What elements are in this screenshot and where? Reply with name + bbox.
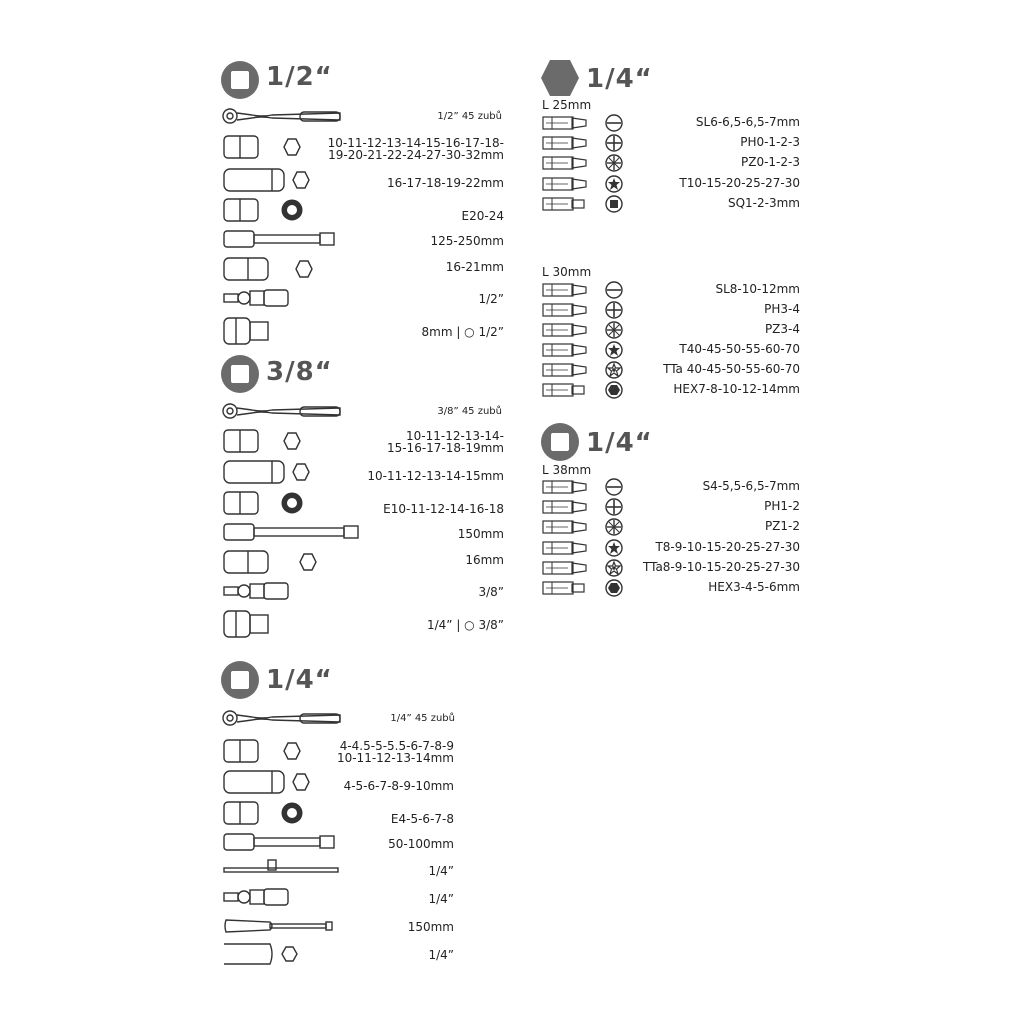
phillips-tip-icon xyxy=(605,134,623,152)
torx-tip-icon xyxy=(605,539,623,557)
bit-icon xyxy=(542,580,588,596)
extension-bar-icon xyxy=(222,522,362,542)
bit-icon xyxy=(542,519,588,535)
deep-socket-icon xyxy=(222,459,314,485)
adapter-icon xyxy=(222,609,274,639)
row-label: 1/2” xyxy=(478,292,504,306)
bit-icon xyxy=(542,115,588,131)
tamper-torx-tip-icon xyxy=(605,361,623,379)
bit-icon xyxy=(542,362,588,378)
row-label: 50-100mm xyxy=(388,837,454,851)
row-label: 1/2” 45 zubů xyxy=(437,111,502,122)
square-drive-icon xyxy=(541,423,579,461)
bit-icon xyxy=(542,560,588,576)
section-title-hex-bits: 1/4“ xyxy=(586,64,653,94)
universal-joint-icon xyxy=(222,581,292,601)
bit-icon xyxy=(542,382,588,398)
section-title-quarter-inch: 1/4“ xyxy=(266,665,333,695)
torx-tip-icon xyxy=(605,175,623,193)
bit-icon xyxy=(542,155,588,171)
pozidriv-tip-icon xyxy=(605,321,623,339)
bit-size-label: PZ3-4 xyxy=(764,322,800,336)
bit-icon xyxy=(542,282,588,298)
deep-socket-icon xyxy=(222,167,314,193)
tamper-torx-tip-icon xyxy=(605,559,623,577)
length-label: L 38mm xyxy=(542,463,592,477)
bit-size-label: PZ0-1-2-3 xyxy=(741,155,800,170)
bit-size-label: PH0-1-2-3 xyxy=(740,135,800,150)
extension-bar-icon xyxy=(222,832,338,852)
row-label: 16-17-18-19-22mm xyxy=(386,176,504,190)
adapter-icon xyxy=(222,316,274,346)
phillips-tip-icon xyxy=(605,498,623,516)
section-title-square-bits: 1/4“ xyxy=(586,428,653,458)
row-label: 8mm | ○ 1/2” xyxy=(421,325,504,339)
t-handle-icon xyxy=(222,858,342,876)
row-label: 4-5-6-7-8-9-10mm xyxy=(343,779,454,793)
bit-size-label: TTa 40-45-50-55-60-70 xyxy=(663,362,800,376)
bit-size-label: S4-5,5-6,5-7mm xyxy=(702,479,800,493)
torx-socket-icon xyxy=(222,197,312,223)
section-title-half-inch: 1/2“ xyxy=(266,62,333,92)
row-label: 10-11-12-13-14- 15-16-17-18-19mm xyxy=(386,429,504,455)
row-label: 150mm xyxy=(457,527,504,541)
bit-size-label: SL8-10-12mm xyxy=(715,282,800,296)
phillips-tip-icon xyxy=(605,301,623,319)
row-label: 10-11-12-13-14-15mm xyxy=(367,469,504,483)
bit-size-label: SL6-6,5-6,5-7mm xyxy=(695,115,800,129)
hex-tip-icon xyxy=(605,579,623,597)
row-label: 16-21mm xyxy=(445,260,504,274)
row-label: E4-5-6-7-8 xyxy=(390,812,454,826)
bit-size-label: TTa8-9-10-15-20-25-27-30 xyxy=(642,559,800,574)
row-label: 3/8” 45 zubů xyxy=(437,406,502,417)
row-label: 4-4.5-5-5.5-6-7-8-9 10-11-12-13-14mm xyxy=(336,739,454,765)
bit-icon xyxy=(542,302,588,318)
square-tip-icon xyxy=(605,195,623,213)
row-label: 1/4” | ○ 3/8” xyxy=(426,618,504,632)
square-drive-icon xyxy=(221,61,259,99)
ratchet-icon xyxy=(222,710,342,726)
row-label: E10-11-12-14-16-18 xyxy=(383,502,504,516)
bit-icon xyxy=(542,135,588,151)
row-label: E20-24 xyxy=(461,209,504,223)
hex-tip-icon xyxy=(605,381,623,399)
bit-size-label: T40-45-50-55-60-70 xyxy=(679,342,800,356)
ratchet-icon xyxy=(222,108,342,124)
bit-icon xyxy=(542,176,588,192)
pozidriv-tip-icon xyxy=(605,518,623,536)
socket-icon xyxy=(222,134,312,160)
socket-icon xyxy=(222,256,314,282)
bit-icon xyxy=(542,540,588,556)
hex-drive-icon xyxy=(540,58,580,98)
bit-icon xyxy=(542,499,588,515)
torx-socket-icon xyxy=(222,490,312,516)
row-label: 1/4” xyxy=(428,892,454,906)
row-label: 10-11-12-13-14-15-16-17-18- 19-20-21-22-24-27-30-32mm xyxy=(327,136,504,162)
deep-socket-icon xyxy=(222,769,314,795)
ratchet-icon xyxy=(222,403,342,419)
socket-icon xyxy=(222,428,312,454)
universal-joint-icon xyxy=(222,288,292,308)
length-label: L 30mm xyxy=(542,265,592,279)
socket-icon xyxy=(222,738,312,764)
row-label: 1/4” xyxy=(428,948,454,962)
bit-size-label: PH3-4 xyxy=(764,302,800,316)
row-label: 1/4” 45 zubů xyxy=(390,713,455,724)
length-label: L 25mm xyxy=(542,98,592,112)
bit-icon xyxy=(542,196,588,212)
bit-size-label: PH1-2 xyxy=(764,499,800,514)
bit-size-label: PZ1-2 xyxy=(764,519,800,534)
bit-size-label: T8-9-10-15-20-25-27-30 xyxy=(655,539,800,554)
socket-icon xyxy=(222,549,322,575)
bit-size-label: T10-15-20-25-27-30 xyxy=(679,175,800,190)
bit-icon xyxy=(542,322,588,338)
square-drive-icon xyxy=(221,355,259,393)
bit-icon xyxy=(542,342,588,358)
universal-joint-icon xyxy=(222,887,292,907)
row-label: 3/8” xyxy=(478,585,504,599)
extension-bar-icon xyxy=(222,229,338,249)
spinner-handle-icon xyxy=(222,916,334,936)
torx-tip-icon xyxy=(605,341,623,359)
row-label: 150mm xyxy=(407,920,454,934)
pozidriv-tip-icon xyxy=(605,154,623,172)
bit-size-label: SQ1-2-3mm xyxy=(727,195,800,210)
deep-socket-icon xyxy=(222,942,302,966)
bit-size-label: HEX3-4-5-6mm xyxy=(708,580,800,594)
row-label: 16mm xyxy=(465,553,504,567)
slotted-tip-icon xyxy=(605,281,623,299)
bit-icon xyxy=(542,479,588,495)
slotted-tip-icon xyxy=(605,114,623,132)
square-drive-icon xyxy=(221,661,259,699)
bit-size-label: HEX7-8-10-12-14mm xyxy=(673,382,800,396)
torx-socket-icon xyxy=(222,800,312,826)
row-label: 125-250mm xyxy=(430,234,504,248)
row-label: 1/4” xyxy=(428,864,454,878)
section-title-three-eighth: 3/8“ xyxy=(266,357,333,387)
slotted-tip-icon xyxy=(605,478,623,496)
